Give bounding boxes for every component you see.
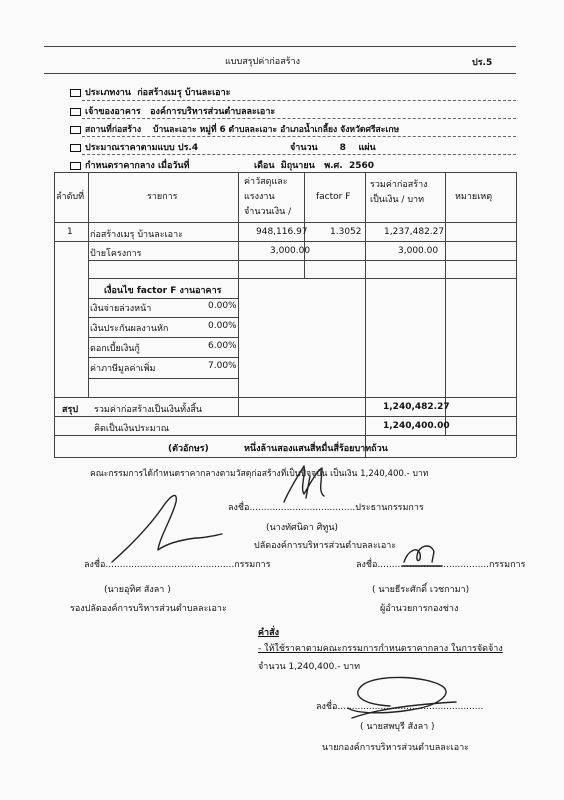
factor-interest-label: ดอกเบี้ยเงินกู้: [90, 344, 140, 354]
summary-total-value: 1,240,482.27: [383, 402, 450, 412]
location-line: สถานที่ก่อสร้าง บ้านละเอาะ หมู่ที่ 6 ตำบลละเอาะ อำเภอน้ำเกลี้ยง จังหวัดศรีสะเกษ: [70, 122, 399, 136]
factor-vat-label: ค่าภาษีมูลค่าเพิ่ม: [90, 364, 156, 374]
row1-item: ก่อสร้างเมรุ บ้านละเอาะ: [90, 230, 183, 240]
checkbox-icon: [70, 126, 81, 134]
member1-signature: [100, 488, 230, 568]
row2-cost: 3,000.00: [270, 246, 311, 256]
chair-name: (นางทัศนิดา ศิทูน): [266, 523, 338, 533]
row2-total: 3,000.00: [398, 246, 439, 256]
member1-sign-line: ลงชื่อ.............................................กรรมการ: [84, 560, 271, 570]
rounded-label: คิดเป็นเงินประมาณ: [94, 424, 170, 434]
form-title: แบบสรุปค่าก่อสร้าง: [225, 57, 300, 67]
summary-label: สรุป: [62, 405, 79, 415]
factor-interest-value: 6.00%: [208, 341, 237, 351]
member1-position: รองปลัดองค์การบริหารส่วนตำบลละเอาะ: [70, 604, 227, 614]
header-rule: [44, 73, 516, 74]
row2-item: ป้ายโครงการ: [90, 249, 142, 259]
col-header-factor: factor F: [316, 192, 351, 202]
factor-heading: เงื่อนไข factor F งานอาคาร: [104, 286, 222, 296]
order-title: คำสั่ง: [258, 628, 279, 638]
col-header-cost: ค่าวัสดุและ แรงงาน จำนวนเงิน /: [244, 177, 292, 217]
factor-advance-value: 0.00%: [208, 301, 237, 311]
sheet-count: จำนวน 8 แผ่น: [290, 143, 376, 153]
chair-sign-line: ลงชื่อ.....................................ประธานกรรมการ: [228, 503, 424, 513]
factor-vat-value: 7.00%: [208, 361, 237, 371]
summary-total-label: รวมค่าก่อสร้างเป็นเงินทั้งสิ้น: [94, 405, 203, 415]
factor-rule: [88, 298, 238, 299]
member2-sign-line: ลงชื่อ.......................................กรรมการ: [356, 560, 526, 570]
col-header-no: ลำดับที่: [56, 192, 85, 202]
estimate-underline: [82, 154, 516, 155]
member2-name: ( นายธีระศักดิ์ เวชกามา): [372, 585, 470, 595]
order-text: - ให้ใช้ราคาตามคณะกรรมการกำหนดราคากลาง ในการจัดจ้าง: [258, 644, 503, 654]
rounded-value: 1,240,400.00: [383, 421, 450, 431]
owner-underline: [82, 118, 516, 119]
project-underline: [82, 100, 516, 101]
row1-no: 1: [67, 227, 73, 237]
form-code: ปร.5: [472, 58, 493, 68]
mayor-position: นายกองค์การบริหารส่วนตำบลละเอาะ: [322, 743, 469, 753]
owner-line: เจ้าของอาคาร องค์การบริหารส่วนตำบลละเอาะ: [70, 104, 275, 118]
words-value: หนึ่งล้านสองแสนสี่หมื่นสี่ร้อยบาทถ้วน: [244, 444, 388, 454]
row1-total: 1,237,482.27: [384, 227, 445, 237]
top-rule: [44, 46, 516, 47]
mayor-sign-line: ลงชื่อ...................................................: [316, 702, 484, 712]
order-amount: จำนวน 1,240,400.- บาท: [258, 662, 361, 672]
factor-retention-value: 0.00%: [208, 321, 237, 331]
checkbox-icon: [70, 108, 81, 116]
col-header-item: รายการ: [147, 192, 178, 202]
checkbox-icon: [70, 89, 81, 97]
member1-name: (นายอุทิศ สังลา ): [104, 585, 171, 595]
committee-statement: คณะกรรมการได้กำหนดราคากลางตามวัสดุก่อสร้างที่เป็นปัจจุบัน เป็นเงิน 1,240,400.- บาท: [90, 469, 429, 479]
row1-cost: 948,116.97: [256, 227, 308, 237]
checkbox-icon: [70, 162, 81, 170]
factor-advance-label: เงินจ่ายล่วงหน้า: [90, 304, 152, 314]
date-month-year: เดือน มิถุนายน พ.ศ. 2560: [254, 161, 375, 171]
mayor-name: ( นายสพบุรี สังลา ): [360, 722, 435, 732]
project-line: ประเภทงาน ก่อสร้างเมรุ บ้านละเอาะ: [70, 85, 230, 99]
checkbox-icon: [70, 144, 81, 152]
row1-factor: 1.3052: [330, 227, 362, 237]
member2-position: ผู้อำนวยการกองช่าง: [380, 604, 459, 614]
location-underline: [82, 136, 516, 137]
chair-position: ปลัดองค์การบริหารส่วนตำบลละเอาะ: [254, 541, 397, 551]
col-header-total: รวมค่าก่อสร้าง เป็นเงิน / บาท: [370, 180, 428, 205]
words-label: (ตัวอักษร): [168, 444, 209, 454]
col-header-remark: หมายเหตุ: [455, 192, 493, 202]
date-line: กำหนดราคากลาง เมื่อวันที่: [70, 158, 190, 172]
estimate-line: ประมาณราคาตามแบบ ปร.4: [70, 140, 198, 154]
factor-retention-label: เงินประกันผลงานหัก: [90, 324, 169, 334]
